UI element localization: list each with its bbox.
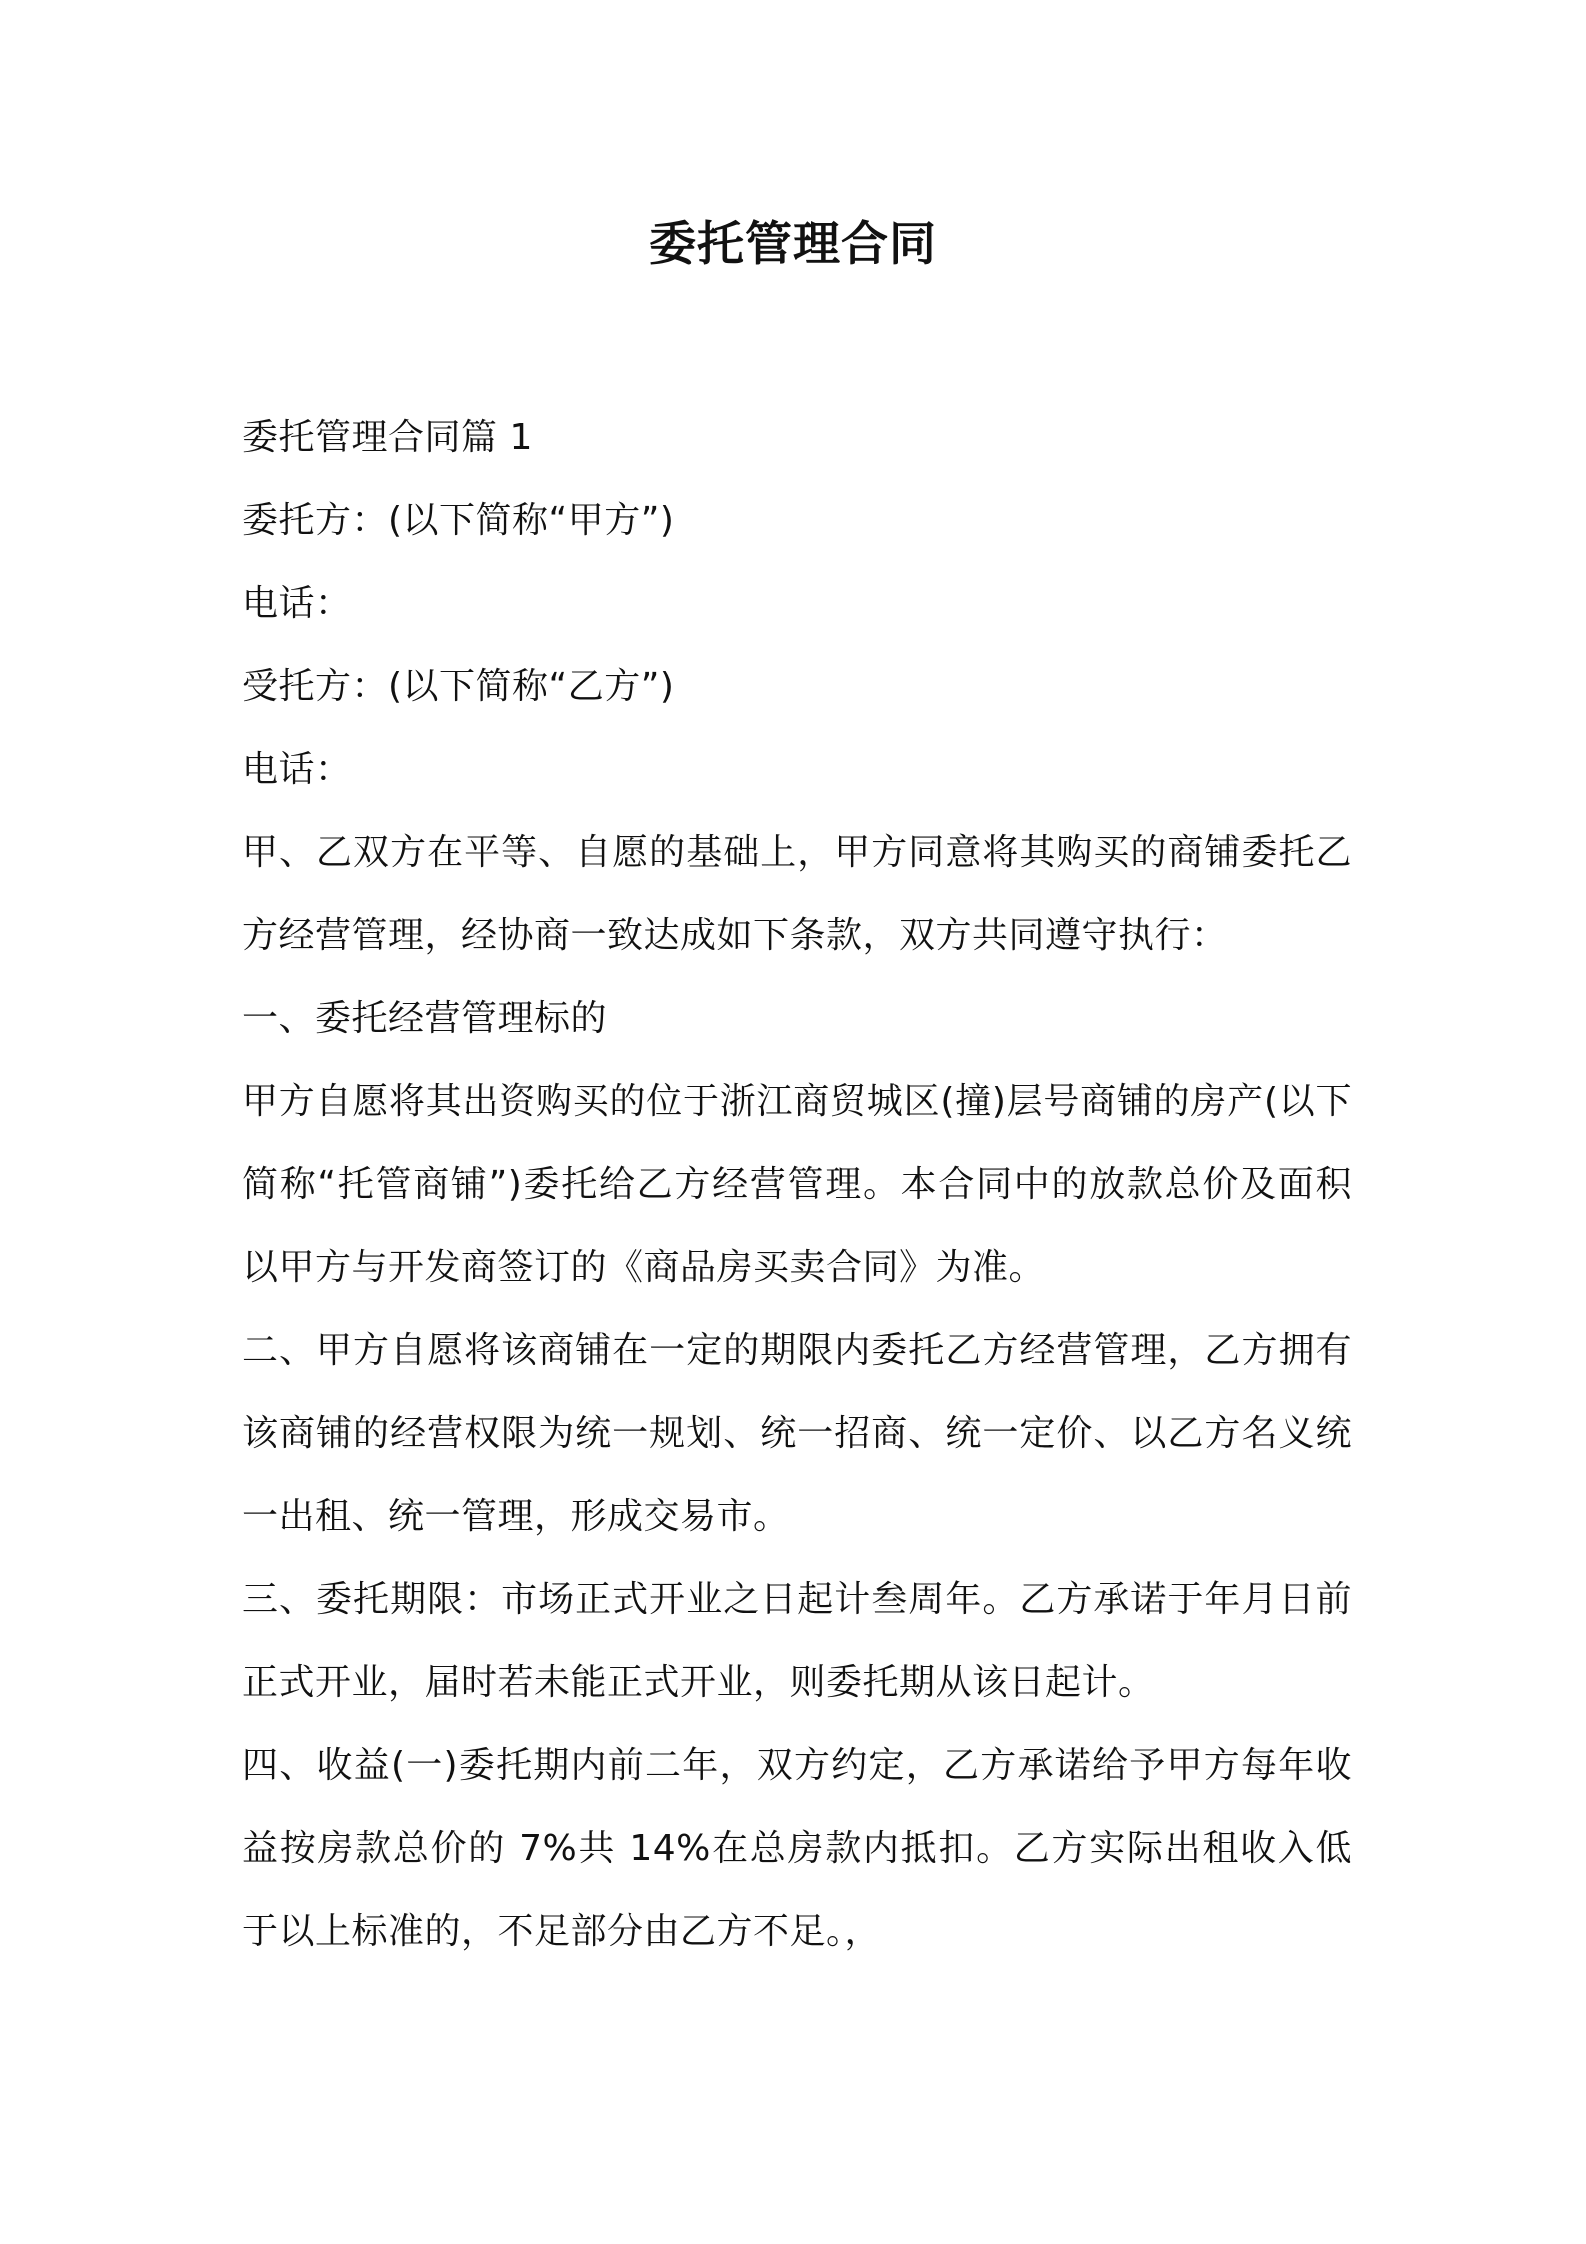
trustee-phone-line: 电话： [242, 749, 352, 790]
preamble-paragraph: 甲、乙双方在平等、自愿的基础上，甲方同意将其购买的商铺委托乙方经营管理，经协商一致达成如下条款，双方共同遵守执行： [242, 832, 1352, 956]
clause-3-paragraph: 三、委托期限：市场正式开业之日起计叁周年。乙方承诺于年月日前正式开业，届时若未能正式开业，则委托期从该日起计。 [242, 1579, 1352, 1703]
trustee-party-line: 受托方：(以下简称“乙方”) [242, 666, 675, 707]
client-phone-line: 电话： [242, 583, 352, 624]
clause-4-paragraph: 四、收益(一)委托期内前二年，双方约定，乙方承诺给予甲方每年收益按房款总价的 7%共 14%在总房款内抵扣。乙方实际出租收入低于以上标准的，不足部分由乙方不足。， [242, 1745, 1352, 1952]
clause-1-heading: 一、委托经营管理标的 [242, 998, 608, 1039]
clause-1-paragraph: 甲方自愿将其出资购买的位于浙江商贸城区(撞)层号商铺的房产(以下简称“托管商铺”)委托给乙方经营管理。本合同中的放款总价及面积以甲方与开发商签订的《商品房买卖合同》为准。 [242, 1081, 1352, 1288]
document-body [242, 396, 1352, 1973]
client-party-line: 委托方：(以下简称“甲方”) [242, 500, 675, 541]
document-title: 委托管理合同 [649, 217, 937, 272]
section-heading: 委托管理合同篇 1 [242, 417, 533, 458]
clause-2-paragraph: 二、甲方自愿将该商铺在一定的期限内委托乙方经营管理，乙方拥有该商铺的经营权限为统一规划、统一招商、统一定价、以乙方名义统一出租、统一管理，形成交易市。 [242, 1330, 1352, 1537]
